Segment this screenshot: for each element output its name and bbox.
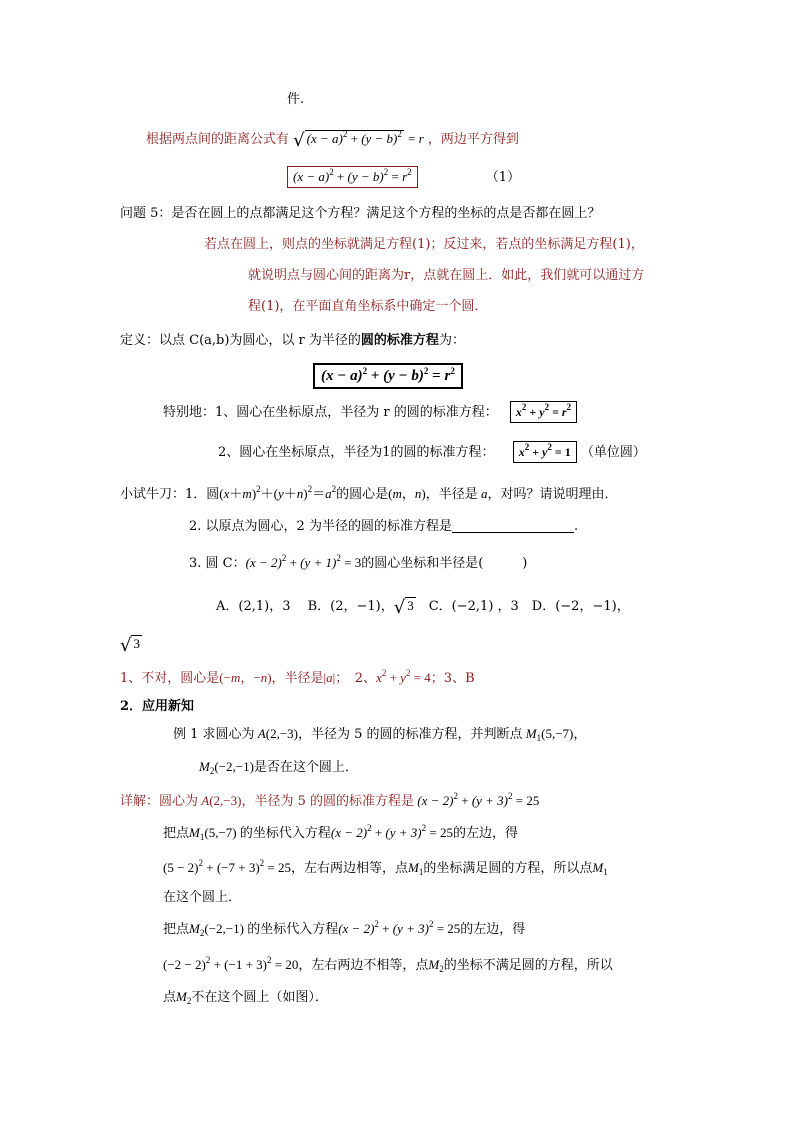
equation-1-line — [287, 166, 520, 188]
practice-3: 3. 圆 C：$(x - 2)^2 + (y + 1)^2 = 3$的圆心坐标和半径是( ) — [189, 553, 528, 571]
answer-5-line-1: 若点在圆上，则点的坐标就满足方程(1)；反过来，若点的坐标满足方程(1)， — [204, 237, 644, 252]
practice-answers: 1、不对，圆心是(−m，−n)，半径是|a|； 2、$x^2 + y^2 = 4$；3、B — [120, 668, 475, 686]
practice-3-options: A．(2,1)，3 B．(2，−1)，√ 3 C．(−2,1) ，3 D．(−2，−1)， — [216, 597, 630, 618]
equation-1-number: （1） — [485, 170, 521, 185]
solution-line-3: $(5 - 2)^2 + (-7 + 3)^2 = 25$，左右两边相等，点$M_1$的坐标满足圆的方程，所以点$M_1$ — [163, 858, 608, 877]
special-case-1: 特别地：1、圆心在坐标原点，半径为 r 的圆的标准方程： $x^2 + y^2 = r^2$ — [163, 401, 577, 423]
answer-5-line-3: 程(1)，在平面直角坐标系中确定一个圆． — [248, 299, 488, 314]
practice-1: 小试牛刀：1．圆$(x+m)^2+(y+n)^2=a^2$的圆心是(m，n)，半径是 a，对吗？请说明理由． — [120, 484, 618, 502]
option-d-radius: √ 3 — [120, 635, 140, 656]
answer-5-line-2: 就说明点与圆心间的距离为r，点就在圆上．如此，我们就可以通过方 — [248, 268, 645, 283]
distance-formula: √ $(x - a)^2 + (y - b)^2$ — [293, 129, 402, 151]
special-case-2: 2、圆心在坐标原点，半径为1的圆的标准方程： $x^2 + y^2 = 1$ （单位圆） — [218, 441, 646, 463]
practice-2: 2. 以原点为圆心，2 为半径的圆的标准方程是 . — [189, 519, 579, 534]
solution-line-4: 在这个圆上． — [163, 890, 242, 905]
equation-1: $(x - a)^2 + (y - b)^2 = r^2$ — [287, 166, 418, 188]
solution-line-2: 把点$M_1(5,-7)$ 的坐标代入方程$(x - 2)^2 + (y + 3)^2 = 25$的左边，得 — [163, 823, 518, 842]
solution-line-6: $(-2 - 2)^2 + (-1 + 3)^2 = 20$，左右两边不相等，点$M_2$的坐标不满足圆的方程，所以 — [163, 955, 613, 974]
example-1-line-1: 例 1 求圆心为 A(2,−3)，半径为 5 的圆的标准方程，并判断点 $M_1(5,-7)$， — [173, 726, 587, 743]
solution-line-7: 点$M_2$不在这个圆上（如图）． — [163, 989, 328, 1006]
distance-formula-line: 根据两点间的距离公式有 √ $(x - a)^2 + (y - b)^2 = r$ ，两边平方得到 — [146, 129, 519, 151]
standard-equation: $(x - a)^2 + (y - b)^2 = r^2$ — [313, 363, 463, 389]
definition: 定义：以点 C(a,b)为圆心，以 r 为半径的圆的标准方程为： — [120, 333, 465, 348]
section-2-heading: 2．应用新知 — [120, 699, 195, 714]
solution-line-1: 详解：圆心为 A(2,−3)，半径为 5 的圆的标准方程是 $(x - 2)^2 + (y + 3)^2 = 25$ — [120, 791, 540, 809]
question-5: 问题 5：是否在圆上的点都满足这个方程？满足这个方程的坐标的点是否都在圆上？ — [120, 206, 601, 221]
line-fragment: 件. — [287, 92, 305, 107]
solution-line-5: 把点$M_2(-2,-1)$ 的坐标代入方程$(x - 2)^2 + (y + 3)^2 = 25$的左边，得 — [163, 919, 526, 938]
example-1-line-2: $M_2(-2,-1)$是否在这个圆上． — [199, 759, 358, 776]
answer-blank — [452, 518, 574, 533]
